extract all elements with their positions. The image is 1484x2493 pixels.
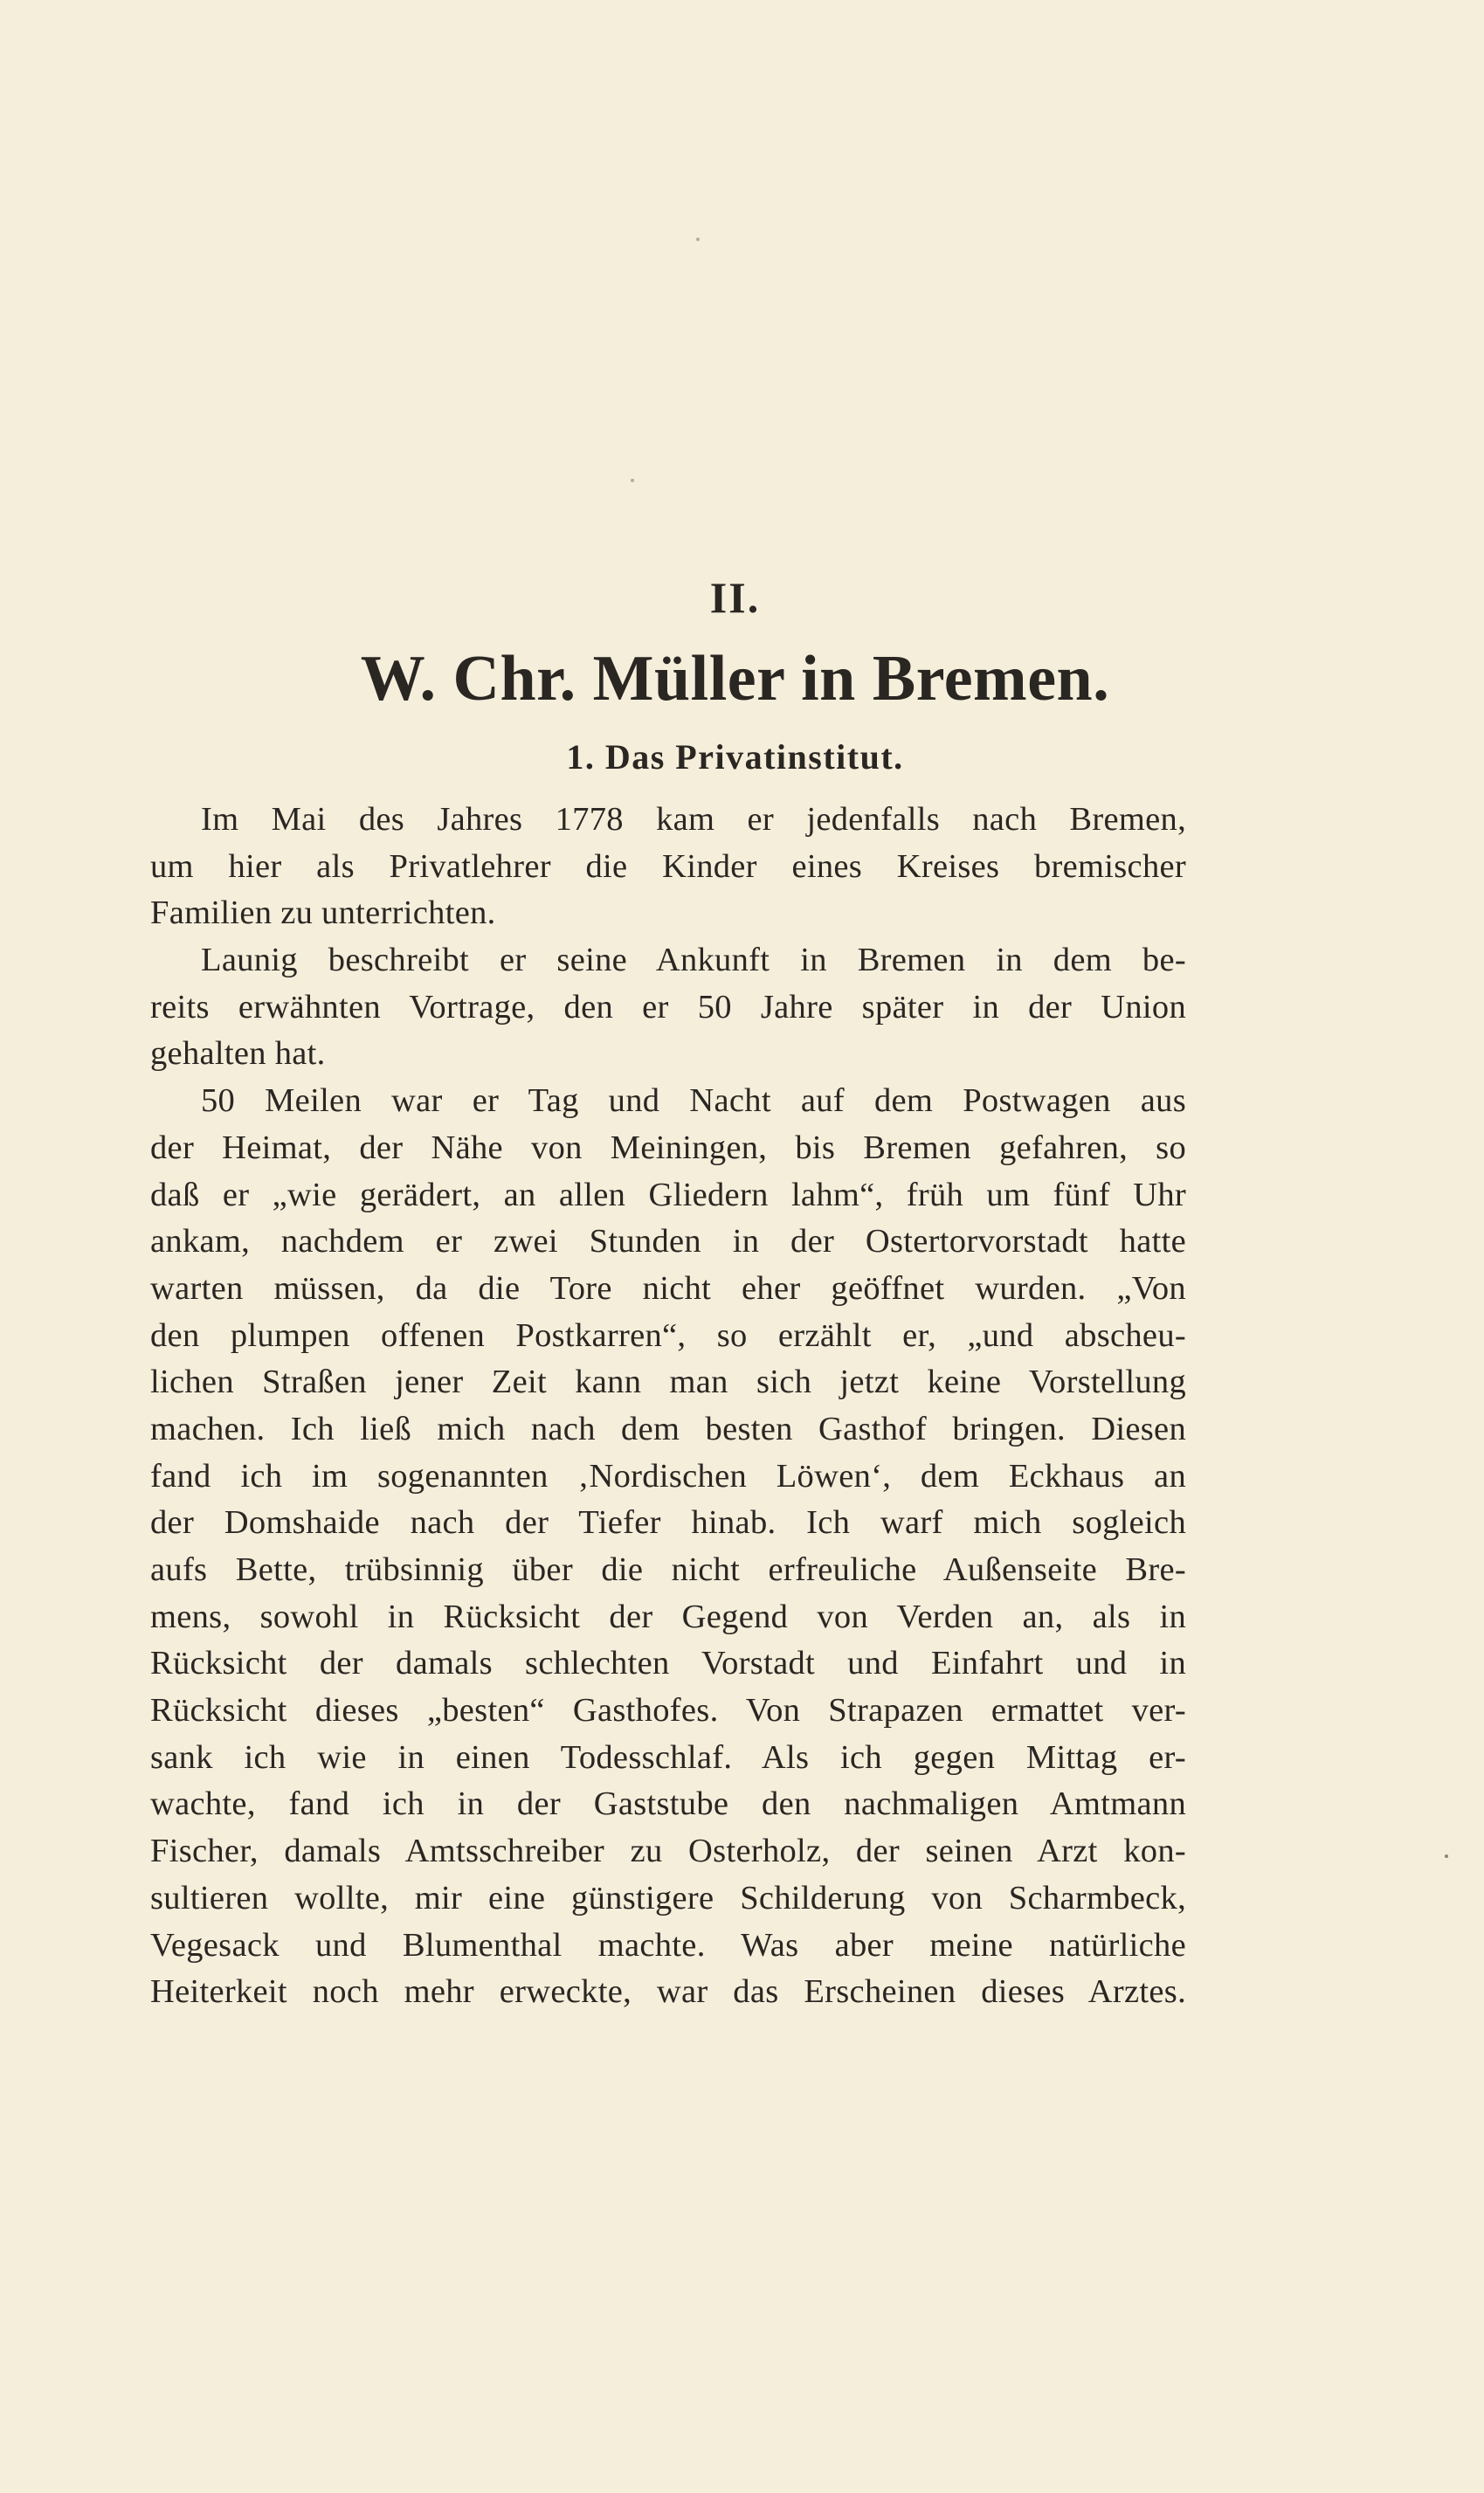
text-line: mens, sowohl in Rücksicht der Gegend von Verden an, als in — [150, 1598, 1186, 1635]
chapter-title: W. Chr. Müller in Bremen. — [360, 643, 1110, 715]
text-line: um hier als Privatlehrer die Kinder eines Kreises bremischer — [150, 847, 1186, 885]
text-line: daß er „wie gerädert, an allen Gliedern lahm“, früh um fünf Uhr — [150, 1176, 1186, 1213]
text-line: aufs Bette, trübsinnig über die nicht erfreuliche Außenseite Bre- — [150, 1551, 1186, 1588]
text-line: machen. Ich ließ mich nach dem besten Gasthof bringen. Diesen — [150, 1410, 1186, 1447]
paper-speck — [631, 479, 634, 482]
text-line: 50 Meilen war er Tag und Nacht auf dem Postwagen aus — [201, 1082, 1186, 1120]
text-line: Vegesack und Blumenthal machte. Was aber meine natürliche — [150, 1926, 1186, 1964]
paper-speck — [1445, 1854, 1448, 1858]
paper-speck — [696, 238, 700, 241]
text-line: Launig beschreibt er seine Ankunft in Bremen in dem be- — [201, 942, 1186, 979]
text-line: gehalten hat. — [150, 1035, 326, 1073]
text-line: fand ich im sogenannten ‚Nordischen Löwen‘, dem Eckhaus an — [150, 1457, 1186, 1495]
text-line: Rücksicht der damals schlechten Vorstadt und Einfahrt und in — [150, 1645, 1186, 1682]
text-line: warten müssen, da die Tore nicht eher geöffnet wurden. „Von — [150, 1269, 1186, 1307]
text-line: Familien zu unterrichten. — [150, 894, 496, 932]
body-text — [150, 797, 1186, 2016]
text-line: ankam, nachdem er zwei Stunden in der Ostertorvorstadt hatte — [150, 1223, 1186, 1260]
section-title: 1. Das Privatinstitut. — [566, 737, 904, 777]
text-line: sank ich wie in einen Todesschlaf. Als ich gegen Mittag er- — [150, 1738, 1186, 1776]
text-line: Im Mai des Jahres 1778 kam er jedenfalls nach Bremen, — [201, 801, 1186, 838]
text-line: wachte, fand ich in der Gaststube den nachmaligen Amtmann — [150, 1785, 1186, 1823]
text-line: reits erwähnten Vortrage, den er 50 Jahre später in der Union — [150, 988, 1186, 1026]
text-line: sultieren wollte, mir eine günstigere Schilderung von Scharmbeck, — [150, 1879, 1186, 1916]
text-line: Rücksicht dieses „besten“ Gasthofes. Von Strapazen ermattet ver- — [150, 1692, 1186, 1730]
text-line: der Heimat, der Nähe von Meiningen, bis Bremen gefahren, so — [150, 1129, 1186, 1166]
text-line: Heiterkeit noch mehr erweckte, war das Erscheinen dieses Arztes. — [150, 1973, 1186, 2011]
text-line: lichen Straßen jener Zeit kann man sich jetzt keine Vorstellung — [150, 1364, 1186, 1401]
text-line: der Domshaide nach der Tiefer hinab. Ich warf mich sogleich — [150, 1504, 1186, 1542]
text-line: den plumpen offenen Postkarren“, so erzählt er, „und abscheu- — [150, 1316, 1186, 1354]
text-line: Fischer, damals Amtsschreiber zu Osterholz, der seinen Arzt kon- — [150, 1833, 1186, 1870]
chapter-number: II. — [709, 573, 761, 622]
